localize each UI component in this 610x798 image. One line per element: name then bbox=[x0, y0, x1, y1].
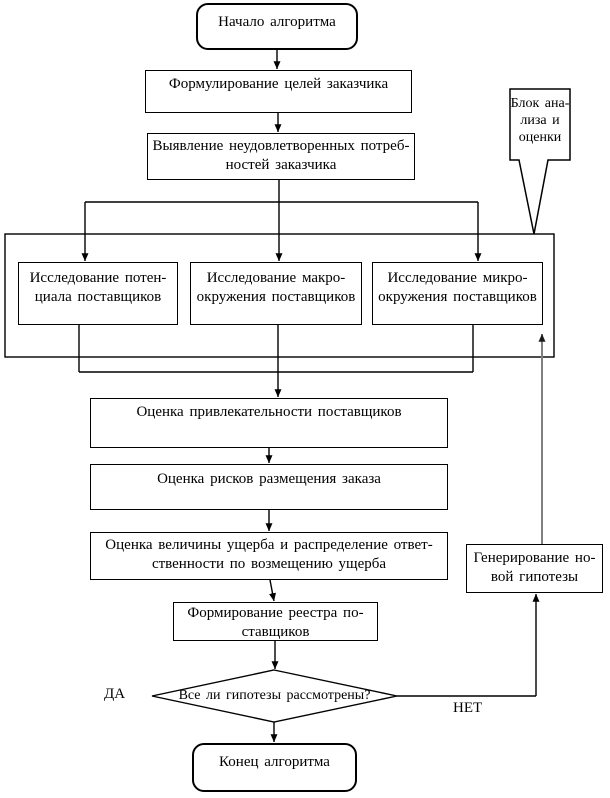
callout-analysis-label bbox=[510, 95, 570, 146]
node-formulate-goals bbox=[145, 70, 412, 113]
callout-label-line: оценки bbox=[518, 130, 562, 145]
node-label: Конец алгоритма bbox=[219, 754, 330, 770]
node-label-line: Генерирование но- bbox=[473, 550, 596, 566]
node-research-micro bbox=[372, 262, 543, 325]
node-label-line: ностей заказчика bbox=[225, 157, 337, 173]
node-label-line: Формирование реестра по- bbox=[187, 605, 364, 621]
branch-label-yes: ДА bbox=[104, 686, 126, 702]
node-label: Формулирование целей заказчика bbox=[168, 76, 389, 92]
connector-damage-registry bbox=[270, 580, 274, 601]
decision-diamond-label: Все ли гипотезы рассмотрены? bbox=[178, 688, 371, 703]
node-label: Оценка рисков размещения заказа bbox=[157, 471, 381, 487]
node-assess-attractiveness bbox=[90, 398, 448, 448]
node-label-line: Выявление неудовлетворенных потреб- bbox=[152, 138, 410, 154]
node-label-line: окружения поставщиков bbox=[378, 289, 537, 305]
node-start-terminal bbox=[196, 3, 358, 50]
node-identify-needs bbox=[147, 133, 415, 180]
node-end-terminal bbox=[192, 743, 357, 792]
node-research-macro bbox=[190, 262, 362, 325]
node-assess-risks bbox=[90, 464, 448, 510]
node-label-line: Исследование потен- bbox=[29, 270, 167, 286]
node-label-line: ственности по возмещению ущерба bbox=[151, 556, 387, 572]
node-assess-damage bbox=[90, 532, 448, 580]
node-label-line: ставщиков bbox=[241, 624, 310, 640]
node-label-line: вой гипотезы bbox=[490, 569, 579, 585]
node-label: Начало алгоритма bbox=[218, 14, 336, 30]
node-label: Оценка привлекательности поставщиков bbox=[136, 404, 402, 420]
branch-label-no: НЕТ bbox=[453, 700, 483, 716]
callout-label-line: лиза и bbox=[520, 113, 560, 128]
callout-label-line: Блок ана- bbox=[510, 96, 570, 111]
node-label-line: циала поставщиков bbox=[34, 289, 162, 305]
node-label-line: Исследование макро- bbox=[206, 270, 346, 286]
node-label-line: Исследование микро- bbox=[387, 270, 528, 286]
node-research-potential bbox=[18, 262, 178, 325]
node-label-line: окружения поставщиков bbox=[196, 289, 356, 305]
node-label-line: Оценка величины ущерба и распределение ответ- bbox=[105, 537, 433, 553]
node-generate-hypothesis bbox=[466, 544, 603, 593]
node-form-registry bbox=[173, 602, 378, 641]
